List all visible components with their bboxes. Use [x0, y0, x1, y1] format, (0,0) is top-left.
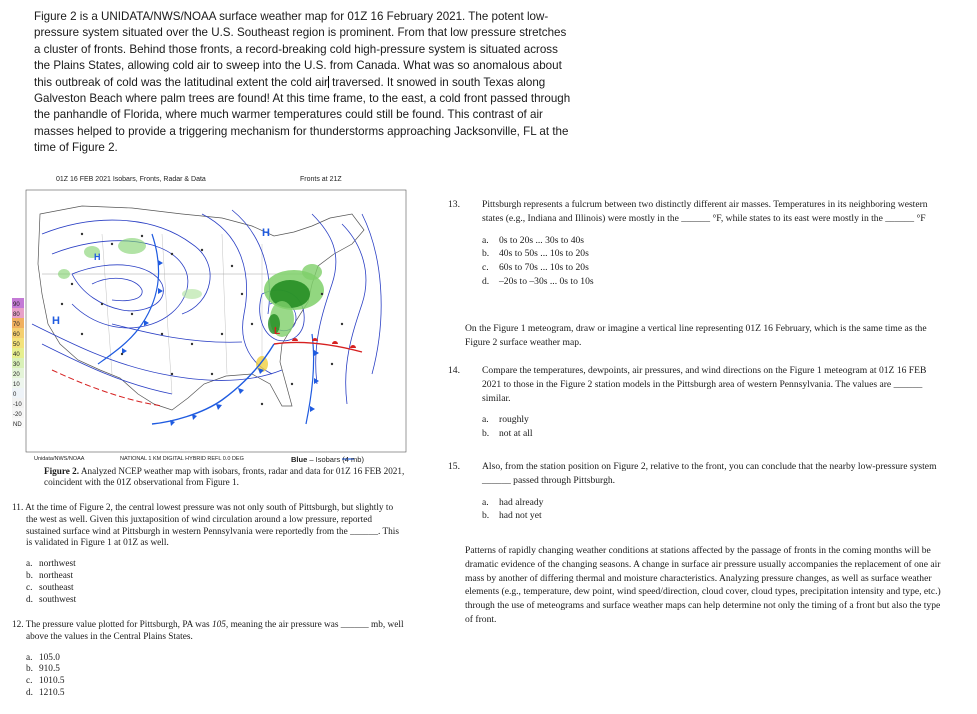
map-header — [12, 174, 412, 186]
option-c[interactable] — [12, 583, 404, 595]
question-15-text: Also, from the station position on Figure 2, relative to the front, you can conclude that the nearby low-pressure system ______ passed through Pittsburgh. — [482, 461, 937, 486]
low-pressure-marker: L — [274, 326, 281, 337]
option-d[interactable] — [12, 688, 416, 700]
scale-label: 20 — [13, 372, 20, 378]
option-text: had not yet — [499, 510, 542, 522]
option-text: 0s to 20s ... 30s to 40s — [499, 234, 585, 246]
question-14-body — [448, 364, 943, 405]
fronts-time-label: Fronts at 21Z — [300, 176, 342, 183]
question-12-text — [12, 620, 416, 644]
radar-product-label: NATIONAL 1 KM DIGITAL HYBRID REFL 0.0 DEG — [120, 456, 244, 462]
option-c[interactable] — [12, 676, 416, 688]
option-b[interactable] — [465, 247, 943, 261]
option-letter: b. — [26, 570, 33, 581]
question-13 — [448, 198, 943, 289]
option-text: 105.0 — [39, 652, 60, 663]
option-text: northwest — [39, 559, 76, 570]
caption-label: Figure 2. — [44, 466, 80, 476]
option-text: southwest — [39, 594, 77, 605]
question-13-text: Pittsburgh represents a fulcrum between two distinctly different air masses. Temperatures in its neighboring western states (e.g., Indiana and Illinois) were mostly in the ______ °F, while states to its east were mostly in the ______ °F — [482, 199, 928, 224]
scale-label: 70 — [13, 322, 20, 328]
option-c[interactable] — [465, 261, 943, 275]
scale-label: 40 — [13, 352, 20, 358]
scale-label: 80 — [13, 312, 20, 318]
intro-paragraph — [34, 9, 574, 157]
question-11 — [12, 503, 404, 606]
option-text: 40s to 50s ... 10s to 20s — [499, 248, 589, 260]
isobar-legend — [291, 455, 364, 464]
option-letter: a. — [482, 496, 489, 508]
scale-label: -10 — [13, 402, 22, 408]
meteogram-instruction: On the Figure 1 meteogram, draw or imagine a vertical line representing 01Z 16 February, which is the same time as the Figure 2 surface weather map. — [465, 323, 927, 348]
closing-paragraph: Patterns of rapidly changing weather conditions at stations affected by the passage of fronts in the coming months will be dramatic evidence of the changing seasons. A change in surface air pressure usually accompanies the replacement of one air mass by another of differing thermal and moisture characteristics. Analyzing pressure changes, as well as surface weather elements (e.g., temperature, dew point, wind speed/direction, cloud cover, cloud types, precipitation intensity and type, etc.) through the use of meteograms and surface weather maps can help determine not only the timing of a front but also the type of front. — [465, 545, 941, 625]
question-11-text: 11. At the time of Figure 2, the central lowest pressure was not only south of Pittsburgh, but slightly to the west as well. Given this juxtaposition of wind circulation around a low pressure, reported sustained surface wind at Pittsburgh in western Pennsylvania were reportedly from the ______. This is validated in Figure 1 at 01Z as well. — [12, 503, 400, 549]
option-text: had already — [499, 496, 544, 508]
high-pressure-marker: H — [94, 252, 101, 262]
option-text: not at all — [499, 428, 533, 440]
option-letter: d. — [482, 275, 490, 287]
option-a[interactable] — [465, 234, 943, 248]
option-letter: a. — [482, 234, 489, 246]
option-d[interactable] — [465, 275, 943, 289]
question-12 — [12, 620, 416, 700]
high-pressure-marker: H — [52, 315, 60, 327]
scale-label: 90 — [13, 302, 20, 308]
isobar-legend-color: Blue — [291, 455, 308, 464]
question-14-options — [465, 413, 943, 441]
question-15-options — [465, 496, 943, 524]
high-pressure-marker: H — [262, 227, 270, 239]
question-15 — [448, 460, 943, 523]
question-12-text-a: 12. The pressure value plotted for Pittsburgh, PA was — [12, 620, 212, 630]
option-b[interactable] — [12, 664, 416, 676]
temperature-color-scale — [12, 298, 24, 428]
option-letter: a. — [26, 652, 33, 663]
question-14 — [448, 364, 943, 441]
option-text: 1010.5 — [39, 676, 65, 687]
scale-label: 30 — [13, 362, 20, 368]
option-a[interactable] — [12, 559, 404, 571]
option-letter: b. — [482, 248, 490, 260]
map-title: 01Z 16 FEB 2021 Isobars, Fronts, Radar & Data — [56, 176, 206, 183]
question-14-text: Compare the temperatures, dewpoints, air pressures, and wind directions on the Figure 1 meteogram at 01Z 16 FEB 2021 to those in the Figure 2 station models in the Pittsburgh area of western Pennsylvania. The values are ______ similar. — [482, 365, 927, 404]
option-letter: c. — [482, 262, 489, 274]
question-15-number: 15. — [448, 461, 460, 472]
option-text: 1210.5 — [39, 687, 65, 698]
scale-label: 10 — [13, 382, 20, 388]
question-12-options — [12, 653, 416, 700]
option-text: –20s to –30s ... 0s to 10s — [499, 275, 594, 287]
isobar-legend-text: – Isobars (4 mb) — [307, 455, 364, 464]
option-letter: b. — [482, 510, 490, 522]
option-a[interactable] — [465, 413, 943, 427]
option-letter: d. — [26, 594, 33, 605]
map-source: Unidata/NWS/NOAA — [34, 456, 85, 462]
caption-text: Analyzed NCEP weather map with isobars, fronts, radar and data for 01Z 16 FEB 2021, coincident with the 01Z observational from Figure 1. — [44, 466, 405, 487]
option-text: southeast — [39, 582, 74, 593]
option-letter: a. — [26, 559, 33, 570]
question-13-number: 13. — [448, 199, 460, 210]
option-letter: a. — [482, 414, 489, 426]
option-b[interactable] — [465, 427, 943, 441]
figure-caption — [44, 466, 414, 488]
scale-label: 0 — [13, 392, 17, 398]
option-letter: b. — [482, 428, 490, 440]
option-d[interactable] — [12, 595, 404, 607]
question-15-body — [448, 460, 943, 488]
intro-text-1: Figure 2 is a UNIDATA/NWS/NOAA surface weather map for 01Z 16 February 2021. The potent low-pressure system situated over the U.S. Southeast region is prominent. From that low pressure stretches a cluster of fronts. Behind those fronts, a record-breaking cold high-pressure system is situated across the Plains States, allowing cold air to sweep into the U.S. from Canada. What was so anomalous about this outbreak of cold was the latitudinal extent the cold air — [34, 10, 567, 89]
option-a[interactable] — [12, 653, 416, 665]
option-text: northeast — [39, 570, 74, 581]
option-text: 60s to 70s ... 10s to 20s — [499, 262, 589, 274]
option-letter: c. — [26, 582, 33, 593]
question-13-options — [465, 234, 943, 289]
scale-label: -20 — [13, 412, 22, 418]
scale-label: 60 — [13, 332, 20, 338]
option-letter: b. — [26, 664, 33, 675]
question-12-value: 105, — [211, 620, 229, 630]
option-b[interactable] — [465, 509, 943, 523]
option-a[interactable] — [465, 496, 943, 510]
scale-label: 50 — [13, 342, 20, 348]
scale-label: ND — [13, 422, 22, 428]
question-12-text-b: meaning the air pressure was ______ mb, well above the values in the Central Plains States. — [26, 620, 404, 642]
intro-text-2: traversed. It snowed in south Texas along Galveston Beach where palm trees are found! At this time frame, to the east, a cold front passed through the panhandle of Florida, where much warmer temperatures could still be found. This contrast of air masses helped to provide a triggering mechanism for thunderstorms approaching Jacksonville, FL at the time of Figure 2. — [34, 75, 571, 155]
surface-weather-map — [12, 174, 412, 466]
option-text: 910.5 — [39, 664, 60, 675]
option-letter: c. — [26, 676, 33, 687]
question-11-options — [12, 559, 404, 606]
question-13-body — [448, 198, 943, 226]
question-14-number: 14. — [448, 365, 460, 376]
option-letter: d. — [26, 687, 33, 698]
option-text: roughly — [499, 414, 529, 426]
option-b[interactable] — [12, 571, 404, 583]
